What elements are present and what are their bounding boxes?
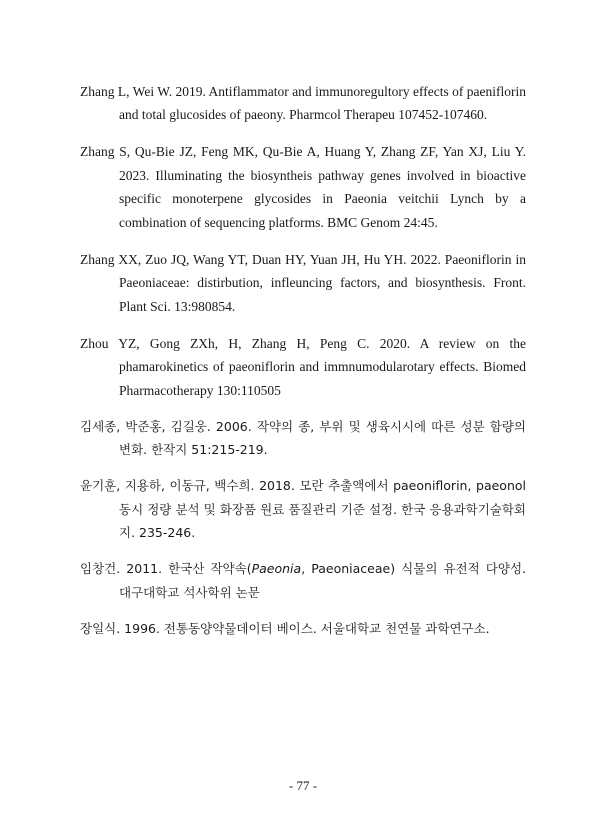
reference-entry: 윤기훈, 지용하, 이동규, 백수희. 2018. 모란 추출액에서 paeoniflorin, paeonol 동시 정량 분석 및 화장품 원료 품질관리 기준 설정. 한국 응용과학기술학회지. 235-246. xyxy=(80,478,526,540)
reference-entry: Zhang XX, Zuo JQ, Wang YT, Duan HY, Yuan JH, Hu YH. 2022. Paeoniflorin in Paeoniaceae: distirbution, infleuncing factors, and biosynthesis. Front. Plant Sci. 13:980854. xyxy=(80,251,526,314)
reference-text: 임창건. 2011. 한국산 작약속( xyxy=(80,561,252,576)
reference-entry: Zhang S, Qu-Bie JZ, Feng MK, Qu-Bie A, Huang Y, Zhang ZF, Yan XJ, Liu Y. 2023. Illuminating the biosyntheis pathway genes involved in bioactive specific monoterpene glycosides in Paeonia veitchii Lynch by a combination of sequencing platforms. BMC Genom 24:45. xyxy=(80,144,526,230)
reference-italic-genus: Paeonia xyxy=(251,561,302,576)
reference-entry xyxy=(80,557,526,604)
reference-entry: Zhang L, Wei W. 2019. Antiflammator and immunoregultory effects of paeniflorin and total glucosides of paeony. Pharmcol Therapeu 107452-107460. xyxy=(80,83,526,122)
reference-entry: 장일식. 1996. 전통동양약물데이터 베이스. 서울대학교 천연물 과학연구소. xyxy=(80,620,490,636)
reference-text: , Paeoniaceae) 식물의 유전적 다양성. 대구대학교 석사학위 논문 xyxy=(119,561,526,600)
page-number: - 77 - xyxy=(288,778,318,793)
reference-entry: Zhou YZ, Gong ZXh, H, Zhang H, Peng C. 2020. A review on the phamarokinetics of paeoniflorin and immnumodularotary effects. Biomed Pharmacotherapy 130:110505 xyxy=(80,335,526,398)
reference-list xyxy=(80,66,526,645)
reference-entry: 김세종, 박준홍, 김길웅. 2006. 작약의 종, 부위 및 생육시시에 따른 성분 함량의 변화. 한작지 51:215-219. xyxy=(80,418,526,457)
